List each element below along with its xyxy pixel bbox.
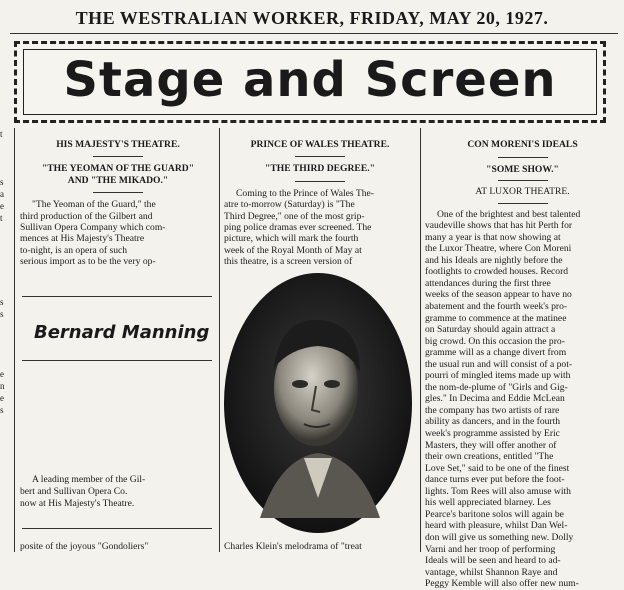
portrait-photo (220, 268, 416, 538)
article-continuation: posite of the joyous "Gondoliers" (20, 541, 149, 552)
feature-name: Bernard Manning (34, 322, 210, 343)
article-line: picture, which will mark the fourth (224, 233, 359, 245)
article-heading: HIS MAJESTY'S THEATRE. (56, 139, 180, 150)
caption-line: now at His Majesty's Theatre. (20, 498, 135, 509)
article-line: week's programme assisted by Eric (425, 428, 560, 440)
caption-rule (22, 528, 212, 529)
article-line: mences at His Majesty's Theatre (20, 233, 145, 245)
article-line: "The Yeoman of the Guard," the (32, 199, 156, 211)
article-line: heard with pleasure, whilst Dan Wel- (425, 520, 568, 532)
article-line: third production of the Gilbert and (20, 210, 153, 222)
article-line: Third Degree," one of the most grip- (224, 210, 365, 222)
article-line: their own creations, entitled "The (425, 451, 554, 463)
banner-frame (14, 41, 606, 123)
article-line: big crowd. On this occasion the pro- (425, 335, 565, 347)
feature-rule-bottom (22, 360, 212, 361)
article-location: AT LUXOR THEATRE. (475, 186, 570, 198)
heading-rule (498, 180, 548, 181)
article-line: lights. Tom Rees will also amuse with (425, 485, 571, 497)
edge-letter: s (0, 405, 4, 415)
article-line: Love Set," said to be one of the finest (425, 462, 570, 474)
article-line: the Luxor Theatre, where Con Moreni (425, 243, 572, 255)
article-line: this theatre, is a screen version of (224, 256, 353, 268)
edge-letter: e (0, 369, 4, 379)
article-line: Ideals will be seen and heard to ad- (425, 555, 561, 567)
edge-letter: s (0, 309, 4, 319)
article-line: and his Ideals are nightly before the (425, 254, 563, 266)
masthead: THE WESTRALIAN WORKER, FRIDAY, MAY 20, 1927. (75, 8, 549, 28)
masthead-rule (10, 33, 618, 34)
article-his-majestys (20, 139, 216, 268)
heading-rule (295, 156, 345, 157)
article-line: ping police dramas ever screened. The (224, 222, 372, 234)
article-prince-of-wales (224, 139, 416, 268)
article-line: ability as dancers, and in the fourth (425, 416, 561, 428)
heading-rule (498, 157, 548, 158)
heading-rule (93, 192, 143, 193)
article-line: One of the brightest and best talented (437, 208, 581, 220)
article-line: dance turns ever put before the foot- (425, 474, 565, 486)
caption-line: A leading member of the Gil- (32, 474, 146, 485)
article-line: Varni and her troop of performing (425, 543, 556, 555)
article-line: Peggy Kemble will also offer new num- (425, 578, 579, 590)
article-line: gramme to commence at the matinee (425, 312, 567, 324)
article-line: many a year is that now showing at (425, 231, 561, 243)
article-line: Sullivan Opera Company which com- (20, 222, 166, 234)
edge-letter: s (0, 177, 4, 187)
article-heading: PRINCE OF WALES THEATRE. (250, 139, 390, 150)
article-line: pourri of mingled items made up with (425, 370, 571, 382)
article-line: atre to-morrow (Saturday) is "The (224, 199, 355, 211)
article-line: the usual run and will consist of a pot- (425, 358, 573, 370)
article-line: vantage, whilst Shannon Raye and (425, 566, 558, 578)
article-line: attendances during the first three (425, 277, 551, 289)
edge-letter: e (0, 393, 4, 403)
article-line: vaudeville shows that has hit Perth for (425, 220, 573, 232)
article-subheading: "THE YEOMAN OF THE GUARD" (41, 163, 195, 175)
article-line: don will give us something new. Dolly (425, 531, 574, 543)
heading-rule (93, 156, 143, 157)
article-heading: CON MORENI'S IDEALS (467, 139, 578, 150)
feature-rule-top (22, 296, 212, 297)
column-rule (14, 128, 15, 552)
article-continuation: Charles Klein's melodrama of "treat (224, 541, 362, 552)
article-line: the company has two artists of rare (425, 404, 560, 416)
edge-letter: a (0, 189, 4, 199)
article-line: his well appreciated blarney. Les (425, 497, 551, 509)
caption-line: bert and Sullivan Opera Co. (20, 486, 128, 497)
article-line: to-night, is an opera of such (20, 244, 128, 256)
article-subheading: "SOME SHOW." (486, 163, 559, 175)
article-line: serious import as to be the very op- (20, 256, 156, 268)
section-title: Stage and Screen (63, 52, 557, 108)
article-line: Masters, they will offer another of (425, 439, 557, 451)
portrait-illustration (220, 268, 416, 538)
heading-rule (295, 181, 345, 182)
article-line: on Saturday should again attract a (425, 324, 556, 336)
article-line: footlights to crowded houses. Record (425, 266, 569, 278)
article-line: gramme will as a change divert from (425, 347, 567, 359)
article-line: Coming to the Prince of Wales The- (236, 187, 374, 199)
edge-letter: n (0, 381, 5, 391)
edge-letter: t (0, 213, 3, 223)
article-luxor (425, 139, 620, 590)
edge-letter: s (0, 297, 4, 307)
column-rule (420, 128, 421, 552)
article-line: the nom-de-plume of "Girls and Gig- (425, 381, 568, 393)
feature-caption (20, 474, 216, 510)
heading-rule (498, 203, 548, 204)
article-line: week of the Royal Month of May at (224, 244, 362, 256)
adjacent-column-edge (0, 128, 10, 416)
article-line: gles." In Decima and Eddie McLean (425, 393, 565, 405)
article-line: abatement and the fourth week's pro- (425, 301, 568, 313)
article-subheading: "THE THIRD DEGREE." (265, 163, 375, 175)
article-line: Pearce's baritone solos will again be (425, 508, 564, 520)
edge-letter: t (0, 129, 3, 139)
article-subheading: AND "THE MIKADO." (67, 174, 169, 186)
article-line: weeks of the season appear to have no (425, 289, 572, 301)
edge-letter: e (0, 201, 4, 211)
